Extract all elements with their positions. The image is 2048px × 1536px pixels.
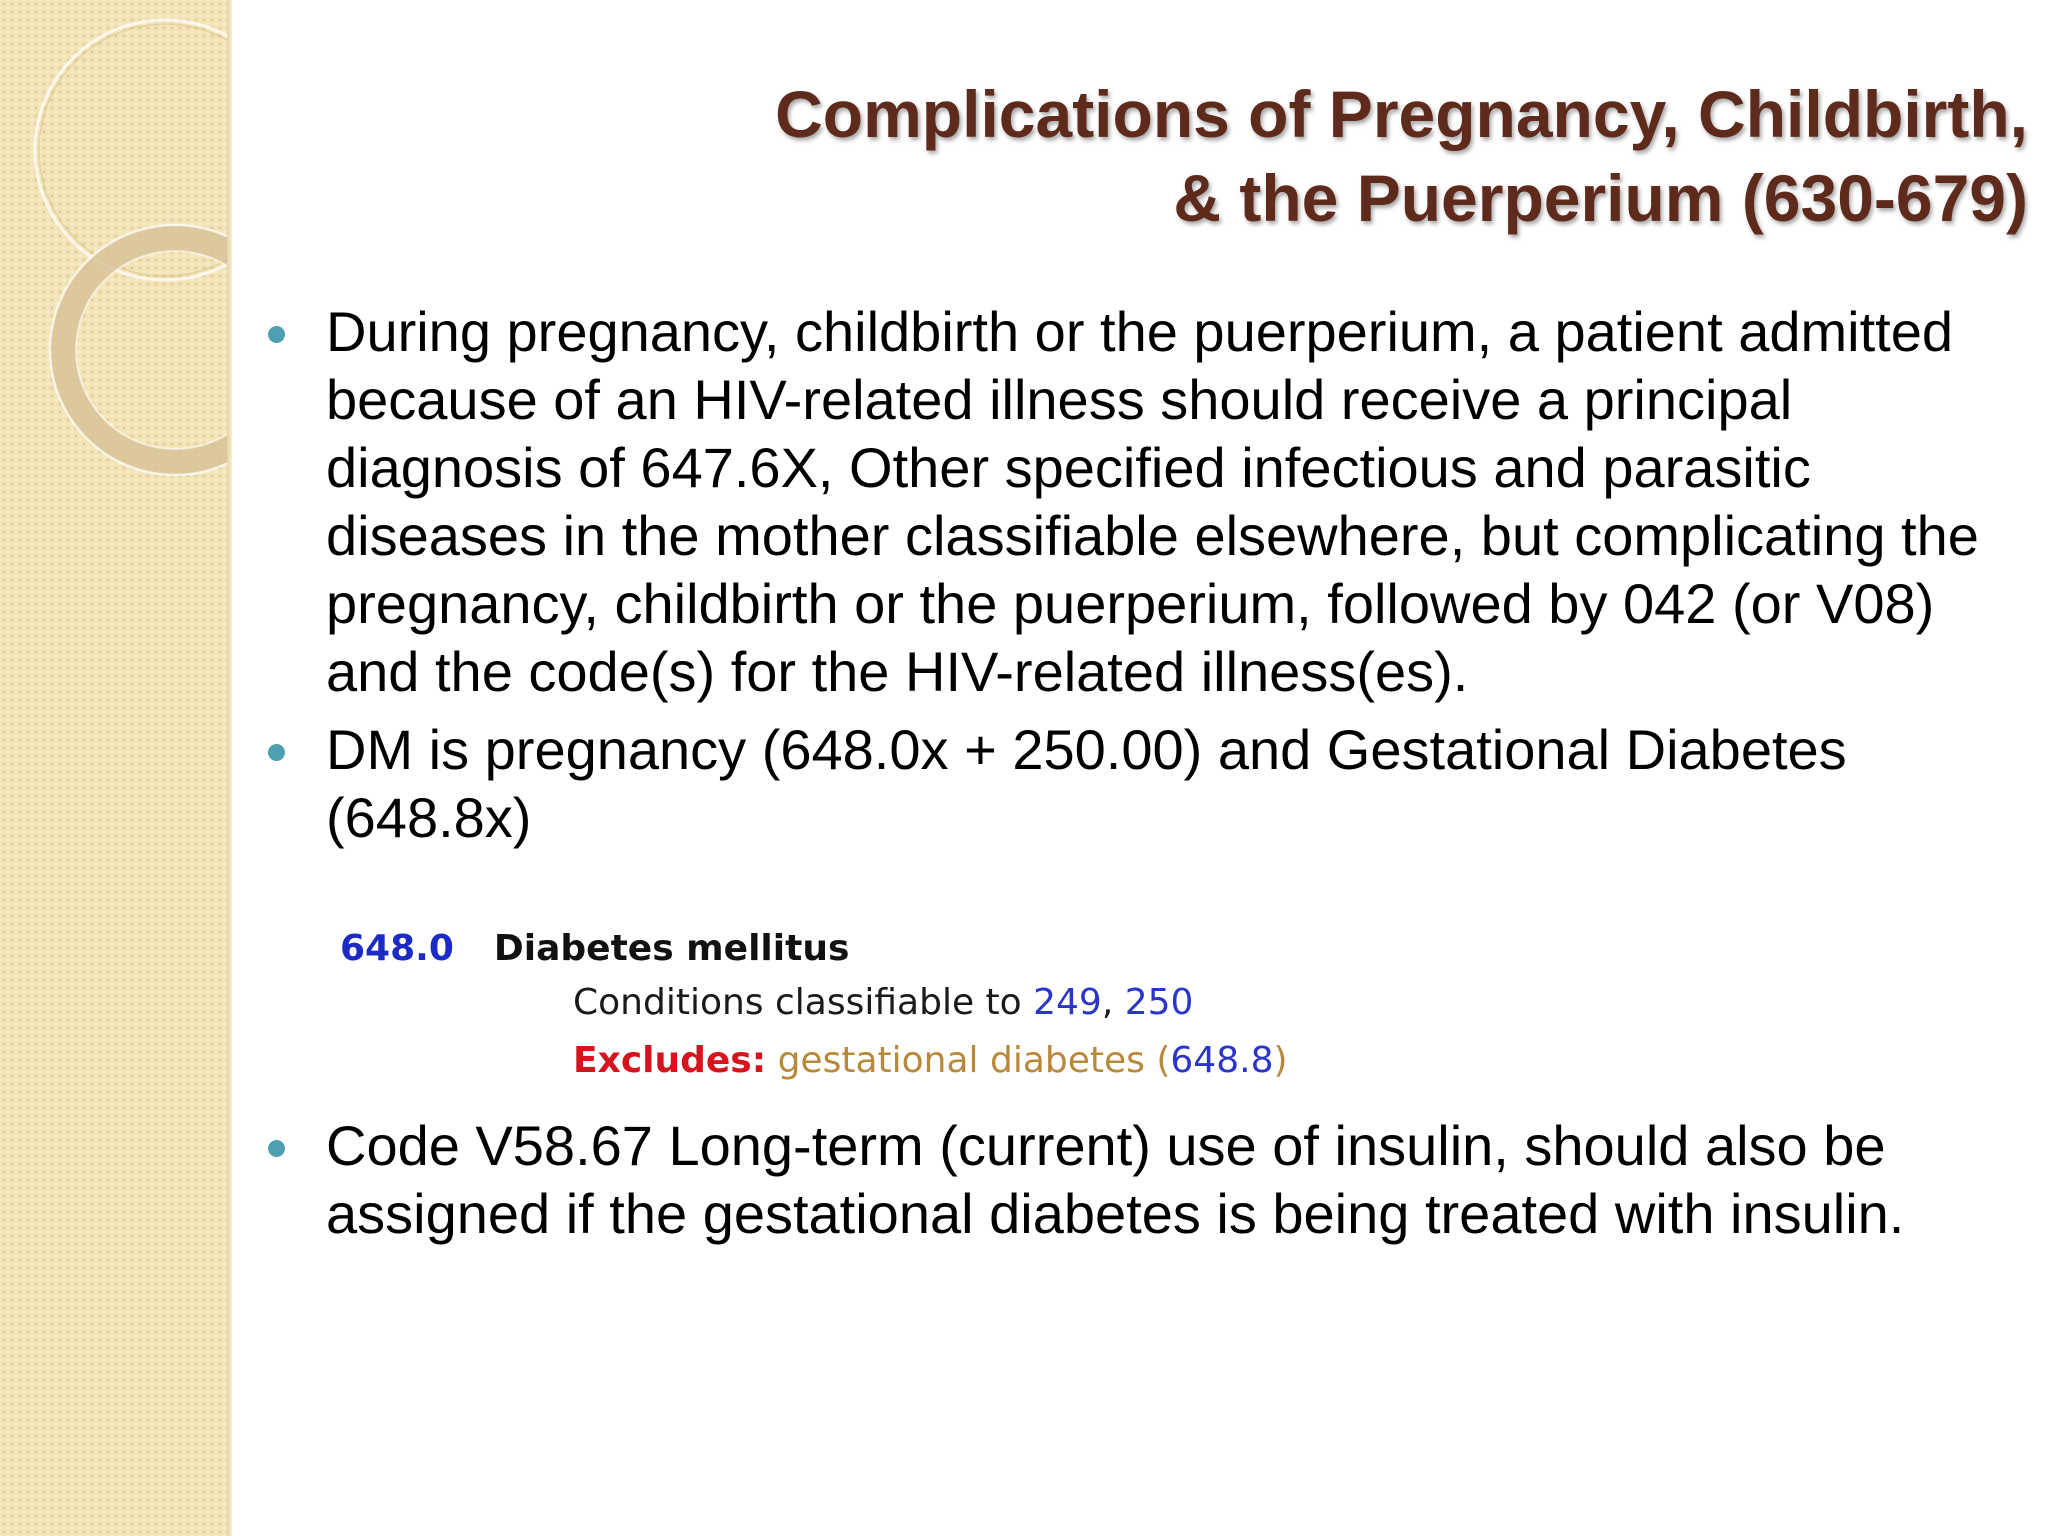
slide-title-line2: & the Puerperium (630-679) xyxy=(1173,161,2028,235)
bullet-text-insulin: Code V58.67 Long-term (current) use of insulin, should also be assigned if the gestational diabetes is being treated with insulin. xyxy=(326,1114,1905,1245)
code-excerpt-image xyxy=(340,0,1340,150)
code-link-250[interactable]: 250 xyxy=(1124,982,1194,1023)
code-conditions-row xyxy=(573,982,1193,1023)
bullet-dot-icon xyxy=(268,744,285,761)
excludes-label: Excludes: xyxy=(573,1040,767,1081)
code-header-row xyxy=(340,928,849,969)
code-link-648-8[interactable]: 648.8 xyxy=(1170,1040,1274,1081)
code-name: Diabetes mellitus xyxy=(493,928,850,969)
excludes-close: ) xyxy=(1273,1040,1288,1081)
bullet-dot-icon xyxy=(268,1140,285,1157)
code-number: 648.0 xyxy=(340,928,454,969)
sidebar-edge xyxy=(227,0,232,1536)
bullet-item-hiv xyxy=(258,298,2008,706)
bullet-list-continued xyxy=(258,1112,2008,1248)
slide-title-line1: Complications of Pregnancy, Childbirth, xyxy=(775,77,2028,151)
decorative-rings-graphic xyxy=(0,0,227,1536)
code-link-249[interactable]: 249 xyxy=(1033,982,1102,1023)
decorative-sidebar xyxy=(0,0,227,1536)
code-excerpt xyxy=(340,928,1340,1081)
bullet-item-insulin xyxy=(258,1112,2008,1248)
code-excludes-row xyxy=(573,1040,1288,1081)
bullet-text-dm: DM is pregnancy (648.0x + 250.00) and Gestational Diabetes (648.8x) xyxy=(326,718,1847,849)
bullet-text-hiv: During pregnancy, childbirth or the puerperium, a patient admitted because of an HIV-related illness should receive a principal diagnosis of 647.6X, Other specified infectious and parasitic diseases in the mother classifiable elsewhere, but complicating the pregnancy, childbirth or the puerperium, followed by 042 (or V08) and the code(s) for the HIV-related illness(es). xyxy=(326,300,1979,703)
conditions-comma: , xyxy=(1101,982,1125,1023)
excludes-text: gestational diabetes ( xyxy=(766,1040,1171,1081)
conditions-text: Conditions classifiable to xyxy=(573,982,1034,1023)
bullet-dot-icon xyxy=(268,326,285,343)
bullet-list xyxy=(258,298,2008,852)
bullet-item-dm xyxy=(258,716,2008,852)
